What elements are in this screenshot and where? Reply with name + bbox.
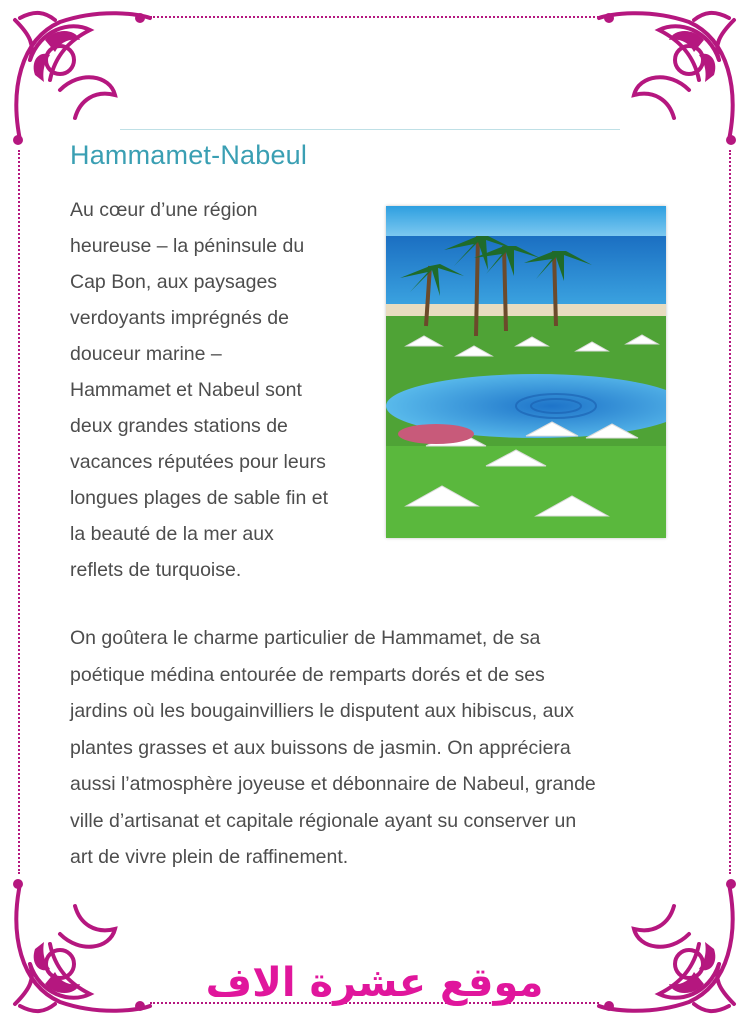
text-line: poétique médina entourée de remparts dorés et de ses: [70, 663, 545, 686]
text-line: jardins où les bougainvilliers le disputent aux hibiscus, aux: [70, 700, 575, 722]
header-divider: [120, 129, 620, 130]
text-line: aussi l’atmosphère joyeuse et débonnaire de Nabeul, grande: [70, 773, 596, 795]
text-line: reflets de turquoise.: [70, 559, 242, 581]
intro-paragraph: [70, 192, 375, 588]
text-line: deux grandes stations de: [70, 415, 288, 437]
site-watermark: موقع عشرة الاف: [205, 960, 544, 1006]
detail-paragraph: [70, 620, 710, 876]
text-line: la beauté de la mer aux: [70, 523, 274, 545]
text-line: douceur marine –: [70, 343, 222, 365]
text-line: Au cœur d’une région: [70, 199, 258, 221]
text-line: On goûtera le charme particulier de Hammamet, de sa: [70, 627, 541, 649]
text-line: art de vivre plein de raffinement.: [70, 846, 349, 868]
ornament-corner-icon: [0, 0, 160, 160]
text-line: Cap Bon, aux paysages: [70, 271, 278, 293]
text-line: heureuse – la péninsule du: [70, 235, 305, 257]
frame-border-left: [18, 150, 20, 874]
text-line: vacances réputées pour leurs: [70, 451, 326, 473]
frame-border-right: [729, 150, 731, 874]
text-line: Hammamet et Nabeul sont: [70, 379, 302, 401]
article-title: Hammamet-Nabeul: [70, 140, 308, 170]
text-line: plantes grasses et aux buissons de jasmin. On appréciera: [70, 736, 571, 759]
ornament-corner-icon: [589, 0, 749, 160]
text-line: ville d’artisanat et capitale régionale ayant su conserver un: [70, 809, 577, 832]
resort-photo: [386, 206, 666, 538]
text-line: verdoyants imprégnés de: [70, 307, 289, 329]
text-line: longues plages de sable fin et: [70, 487, 329, 509]
frame-border-top: [150, 16, 599, 18]
